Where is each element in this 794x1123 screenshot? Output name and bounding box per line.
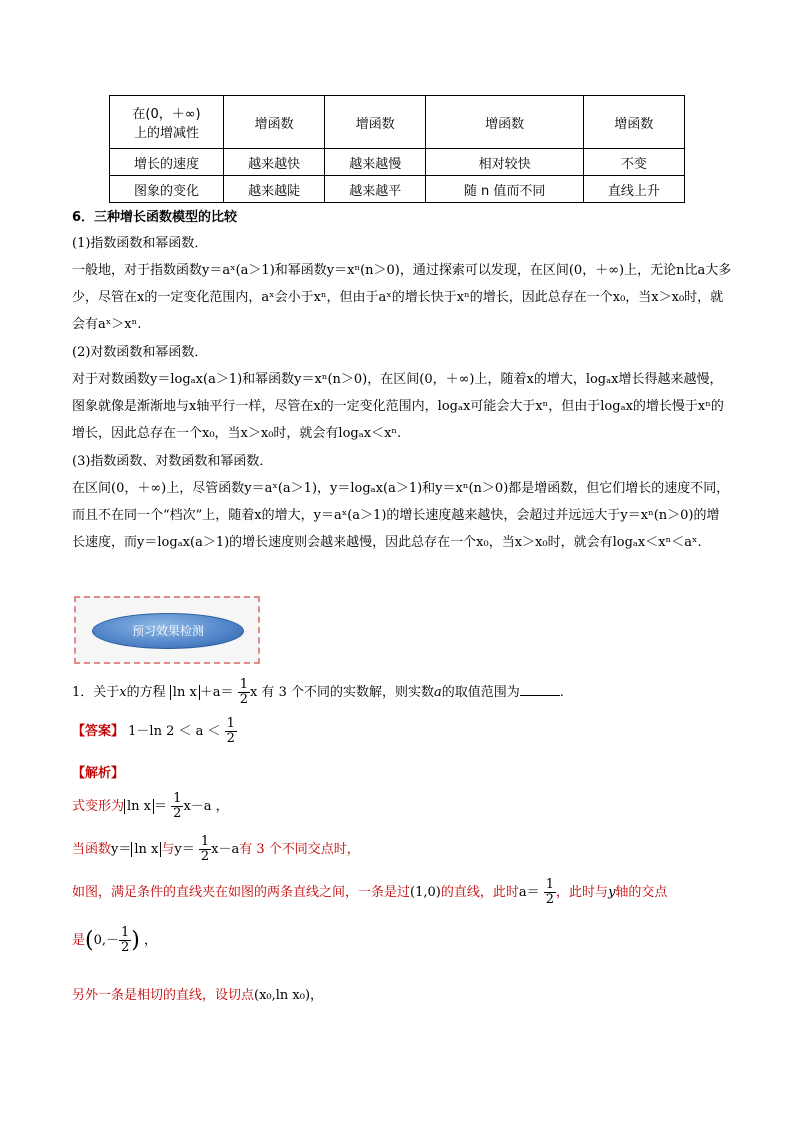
table-cell: 越来越陡 (224, 176, 325, 203)
analysis-text: 如图，满足条件的直线夹在如图的两条直线之间，一条是过 (72, 885, 411, 900)
analysis-text: 与 (161, 842, 175, 857)
table-cell: 增函数 (426, 96, 583, 149)
analysis-math: ＝ (154, 799, 168, 814)
fraction-denominator: 2 (545, 892, 555, 907)
table-cell: 增函数 (224, 96, 325, 149)
question-text: 的方程 (126, 685, 166, 700)
analysis-math: y＝ (174, 842, 195, 857)
fraction-denominator: 2 (173, 806, 182, 821)
paren-left-icon: ( (85, 928, 94, 953)
table-cell: 不变 (583, 149, 684, 176)
paragraph-text: 一般地，对于指数函数y＝aˣ(a＞1)和幂函数y＝xⁿ(n＞0)，通过探索可以发现，在区间(0，＋∞)上，无论n比a大多少，尽管在x的一定变化范围内，aˣ会小于xⁿ，但由于aˣ的增长快于xⁿ的增长，因此总存在一个x₀，当x＞x₀时，就会有aˣ＞xⁿ. (72, 263, 732, 332)
analysis-line-1 (72, 792, 229, 821)
table-cell: 越来越快 (224, 149, 325, 176)
comparison-table (109, 95, 685, 203)
table-cell: 随 n 值而不同 (426, 176, 583, 203)
fraction (199, 835, 211, 864)
analysis-math: 0,－ (93, 933, 120, 948)
fraction (225, 717, 237, 746)
table-cell: 越来越平 (325, 176, 426, 203)
fraction-denominator: 2 (226, 731, 235, 746)
table-cell: 图象的变化 (110, 176, 224, 203)
row-header-line2: 上的增减性 (133, 126, 199, 141)
analysis-text: ，此时与 (556, 885, 609, 900)
paragraph-text: 在区间(0，＋∞)上，尽管函数y＝aˣ(a＞1)，y＝logₐx(a＞1)和y＝xⁿ(n＞0)都是增函数，但它们增长的速度不同，而且不在同一个“档次”上，随着x的增大，y＝aˣ(a＞1)的增长速度越来越快，会超过并远远大于y＝xⁿ(n＞0)的增长速度，而y＝logₐx(a＞1)的增长速度则会越来越慢，因此总存在一个x₀，当x＞x₀时，就会有logₐx＜xⁿ＜aˣ. (72, 481, 730, 550)
fraction (171, 792, 183, 821)
analysis-math: y (608, 885, 616, 900)
fraction-numerator: 1 (121, 925, 130, 940)
analysis-math: (x₀,ln x₀) (254, 988, 311, 1003)
table-cell: 相对较快 (426, 149, 583, 176)
analysis-text: 有 3 个不同交点时， (239, 842, 360, 857)
analysis-line-3 (72, 878, 667, 907)
question-text: 的取值范围为 (441, 685, 520, 700)
analysis-text: 另外一条是相切的直线，设切点 (72, 988, 255, 1003)
table-row (110, 176, 685, 203)
analysis-math: (1,0) (410, 885, 441, 900)
analysis-text: 当函数 (72, 842, 112, 857)
fraction-numerator: 1 (239, 677, 248, 692)
fraction (238, 678, 250, 707)
answer-blank[interactable] (520, 695, 560, 696)
table-cell: 越来越慢 (325, 149, 426, 176)
paren-right-icon: ) (131, 928, 140, 953)
answer-expression: 1－ln 2 ＜ a ＜ (128, 724, 221, 739)
question-line (72, 678, 564, 707)
answer-label: 【答案】 (72, 724, 125, 739)
table-cell (110, 96, 224, 149)
table-row (110, 149, 685, 176)
abs-expression: ln x (170, 685, 200, 700)
analysis-text: 的直线，此时 (440, 885, 519, 900)
paragraph-title: (2)对数函数和幂函数． (72, 345, 208, 360)
paragraph-title: (1)指数函数和幂函数． (72, 236, 208, 251)
fraction-denominator: 2 (239, 692, 248, 707)
question-text: ＋a＝ (199, 685, 234, 700)
analysis-line-5 (72, 984, 323, 1003)
section-badge-frame (74, 596, 260, 664)
table-cell: 增函数 (325, 96, 426, 149)
fraction-numerator: 1 (226, 716, 235, 731)
section-badge: 预习效果检测 (92, 613, 244, 649)
question-end: . (559, 685, 564, 700)
analysis-label: 【解析】 (72, 766, 125, 781)
fraction-numerator: 1 (200, 834, 210, 849)
analysis-math: y＝ (111, 842, 132, 857)
fraction-denominator: 2 (200, 849, 210, 864)
paragraph-title: (3)指数函数、对数函数和幂函数． (72, 454, 273, 469)
analysis-math: a＝ (518, 885, 540, 900)
fraction (544, 878, 556, 907)
fraction (119, 926, 131, 955)
table-cell: 增函数 (583, 96, 684, 149)
question-var-x: x (119, 685, 127, 700)
analysis-math: x－a (211, 842, 240, 857)
analysis-math: ， (139, 933, 158, 948)
abs-expression: ln x (131, 842, 161, 857)
table-cell: 增长的速度 (110, 149, 224, 176)
paragraph-text: 对于对数函数y＝logₐx(a＞1)和幂函数y＝xⁿ(n＞0)，在区间(0，＋∞)上，随着x的增大，logₐx增长得越来越慢，图象就像是渐渐地与x轴平行一样，尽管在x的一定变化范围内，logₐx可能会大于xⁿ，但由于logₐx的增长慢于xⁿ的增长，因此总存在一个x₀，当x＞x₀时，就会有logₐx＜xⁿ. (72, 372, 724, 441)
analysis-text: 轴的交点 (615, 885, 668, 900)
abs-expression: ln x (124, 799, 154, 814)
question-var-a: a (433, 685, 442, 700)
analysis-line-2 (72, 835, 360, 864)
row-header-line1: 在(0，＋∞) (132, 107, 201, 122)
analysis-line-4 (72, 926, 157, 955)
table-row (110, 96, 685, 149)
fraction-denominator: 2 (121, 940, 130, 955)
fraction-numerator: 1 (173, 791, 182, 806)
answer-line (72, 717, 237, 746)
section-title: 6．三种增长函数模型的比较 (72, 210, 238, 225)
question-text: x 有 3 个不同的实数解，则实数 (249, 685, 434, 700)
analysis-text: 是 (72, 933, 86, 948)
question-prefix: 1．关于 (72, 685, 120, 700)
analysis-math: ， (310, 988, 324, 1003)
analysis-text: 式变形为 (72, 799, 125, 814)
fraction-numerator: 1 (545, 877, 555, 892)
table-cell: 直线上升 (583, 176, 684, 203)
analysis-math: x－a ， (183, 799, 229, 814)
